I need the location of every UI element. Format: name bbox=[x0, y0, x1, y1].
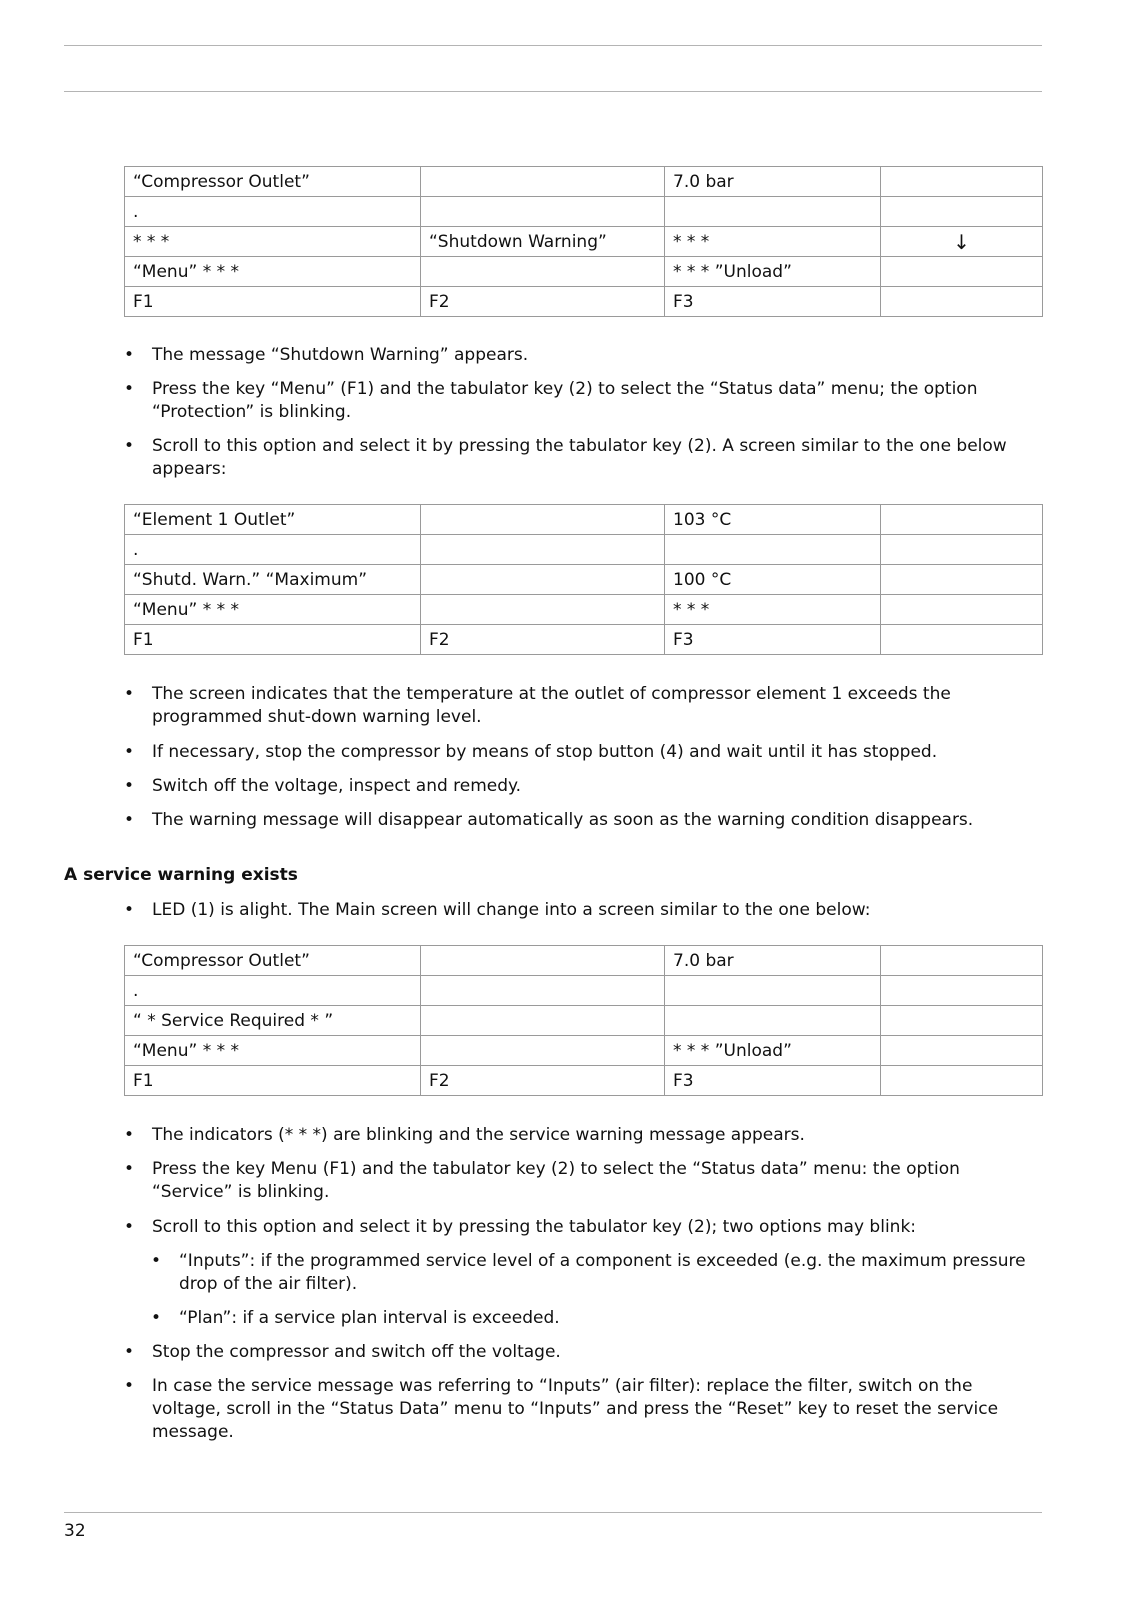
list-item: • Stop the compressor and switch off the voltage. bbox=[124, 1342, 561, 1362]
table-cell: 100 °C bbox=[665, 565, 881, 595]
table-cell: * * * ”Unload” bbox=[665, 257, 881, 287]
table-cell: F1 bbox=[125, 625, 421, 655]
bullet-icon: • bbox=[124, 900, 135, 920]
table-cell: 7.0 bar bbox=[665, 167, 881, 197]
table-cell: F3 bbox=[665, 287, 881, 317]
table-cell: “ * Service Required * ” bbox=[125, 1006, 421, 1036]
bullet-icon: • bbox=[124, 776, 135, 796]
down-arrow-icon: ↓ bbox=[881, 227, 1043, 257]
list-item: • Scroll to this option and select it by pressing the tabulator key (2); two options may blink: bbox=[124, 1217, 917, 1237]
table-cell: “Shutd. Warn.” “Maximum” bbox=[125, 565, 421, 595]
bullet-icon: • bbox=[124, 1376, 135, 1396]
bullet-icon: • bbox=[124, 742, 135, 762]
list-item: • In case the service message was referring to “Inputs” (air filter): replace the filter, switch on the voltage, scroll in the “Status Data” menu to “Inputs” and press the “Reset” key to reset the service message. bbox=[124, 1376, 999, 1442]
display-screen-shutdown-warning bbox=[124, 166, 1043, 317]
list-item: • Press the key “Menu” (F1) and the tabulator key (2) to select the “Status data” menu; the option “Protection” is blinking. bbox=[124, 379, 978, 422]
table-cell bbox=[881, 287, 1043, 317]
table-cell bbox=[881, 1006, 1043, 1036]
table-cell bbox=[421, 976, 665, 1006]
table-cell bbox=[881, 625, 1043, 655]
table-cell bbox=[665, 976, 881, 1006]
table-row bbox=[125, 946, 1043, 976]
table-cell bbox=[665, 197, 881, 227]
list-item: • The warning message will disappear automatically as soon as the warning condition disappears. bbox=[124, 810, 974, 830]
table-cell bbox=[421, 535, 665, 565]
table-cell bbox=[881, 1036, 1043, 1066]
bullet-icon: • bbox=[124, 436, 135, 456]
table-cell: F2 bbox=[421, 625, 665, 655]
table-row bbox=[125, 595, 1043, 625]
footer-rule bbox=[64, 1512, 1042, 1513]
bullet-icon: • bbox=[124, 379, 135, 399]
bullet-icon: • bbox=[124, 1159, 135, 1179]
table-cell: F2 bbox=[421, 287, 665, 317]
list-item: • Switch off the voltage, inspect and remedy. bbox=[124, 776, 522, 796]
table-cell: F2 bbox=[421, 1066, 665, 1096]
bullet-icon: • bbox=[124, 810, 135, 830]
table-cell: “Shutdown Warning” bbox=[421, 227, 665, 257]
table-cell: * * * bbox=[665, 595, 881, 625]
table-cell bbox=[421, 197, 665, 227]
list-item: • Press the key Menu (F1) and the tabulator key (2) to select the “Status data” menu: the option “Service” is blinking. bbox=[124, 1159, 960, 1202]
table-cell bbox=[421, 1006, 665, 1036]
table-row bbox=[125, 565, 1043, 595]
table-row bbox=[125, 287, 1043, 317]
table-row bbox=[125, 197, 1043, 227]
display-screen-service-required bbox=[124, 945, 1043, 1096]
table-cell: “Menu” * * * bbox=[125, 595, 421, 625]
table-cell bbox=[421, 565, 665, 595]
table-cell bbox=[881, 167, 1043, 197]
list-item: • If necessary, stop the compressor by means of stop button (4) and wait until it has stopped. bbox=[124, 742, 938, 762]
table-row bbox=[125, 257, 1043, 287]
bullet-icon: • bbox=[151, 1251, 162, 1271]
table-cell: “Menu” * * * bbox=[125, 257, 421, 287]
bullet-icon: • bbox=[124, 1342, 135, 1362]
table-cell: . bbox=[125, 976, 421, 1006]
table-cell: * * * bbox=[665, 227, 881, 257]
table-cell: “Element 1 Outlet” bbox=[125, 505, 421, 535]
table-cell bbox=[421, 167, 665, 197]
table-cell: “Compressor Outlet” bbox=[125, 167, 421, 197]
table-cell bbox=[881, 535, 1043, 565]
list-item: • The message “Shutdown Warning” appears. bbox=[124, 345, 529, 365]
list-item: • The indicators (* * *) are blinking and the service warning message appears. bbox=[124, 1125, 805, 1145]
sub-list-item: • “Inputs”: if the programmed service level of a component is exceeded (e.g. the maximum pressure drop of the air filter). bbox=[151, 1251, 1026, 1294]
table-cell bbox=[421, 946, 665, 976]
bullet-icon: • bbox=[124, 684, 135, 704]
table-cell bbox=[665, 1006, 881, 1036]
table-cell: “Compressor Outlet” bbox=[125, 946, 421, 976]
display-screen-element-outlet bbox=[124, 504, 1043, 655]
table-cell: F1 bbox=[125, 1066, 421, 1096]
table-row bbox=[125, 976, 1043, 1006]
table-cell bbox=[881, 976, 1043, 1006]
table-cell bbox=[881, 565, 1043, 595]
table-cell: F3 bbox=[665, 1066, 881, 1096]
table-cell: 7.0 bar bbox=[665, 946, 881, 976]
section-heading: A service warning exists bbox=[64, 865, 298, 885]
sub-list-item: • “Plan”: if a service plan interval is exceeded. bbox=[151, 1308, 560, 1328]
bullet-icon: • bbox=[124, 1125, 135, 1145]
table-cell: 103 °C bbox=[665, 505, 881, 535]
bullet-icon: • bbox=[124, 345, 135, 365]
table-row bbox=[125, 535, 1043, 565]
table-row bbox=[125, 167, 1043, 197]
table-row bbox=[125, 625, 1043, 655]
table-row bbox=[125, 1066, 1043, 1096]
bullet-icon: • bbox=[124, 1217, 135, 1237]
header-rule-bottom bbox=[64, 91, 1042, 92]
list-item: • The screen indicates that the temperature at the outlet of compressor element 1 exceeds the programmed shut-down warning level. bbox=[124, 684, 951, 727]
list-item: • Scroll to this option and select it by pressing the tabulator key (2). A screen similar to the one below appears: bbox=[124, 436, 1007, 479]
table-cell: * * * bbox=[125, 227, 421, 257]
table-cell bbox=[881, 946, 1043, 976]
table-cell bbox=[881, 1066, 1043, 1096]
bullet-icon: • bbox=[151, 1308, 162, 1328]
page-number: 32 bbox=[64, 1521, 86, 1541]
table-cell bbox=[881, 197, 1043, 227]
table-cell bbox=[881, 505, 1043, 535]
header-rule-top bbox=[64, 45, 1042, 46]
table-row bbox=[125, 227, 1043, 257]
table-cell bbox=[665, 535, 881, 565]
table-row bbox=[125, 1036, 1043, 1066]
table-cell: F3 bbox=[665, 625, 881, 655]
table-cell bbox=[881, 257, 1043, 287]
table-row bbox=[125, 505, 1043, 535]
table-cell bbox=[421, 1036, 665, 1066]
table-cell bbox=[421, 505, 665, 535]
list-item: • LED (1) is alight. The Main screen will change into a screen similar to the one below: bbox=[124, 900, 871, 920]
table-cell: . bbox=[125, 197, 421, 227]
table-row bbox=[125, 1006, 1043, 1036]
table-cell: . bbox=[125, 535, 421, 565]
table-cell bbox=[421, 257, 665, 287]
table-cell bbox=[881, 595, 1043, 625]
table-cell: “Menu” * * * bbox=[125, 1036, 421, 1066]
table-cell: F1 bbox=[125, 287, 421, 317]
table-cell: * * * ”Unload” bbox=[665, 1036, 881, 1066]
table-cell bbox=[421, 595, 665, 625]
